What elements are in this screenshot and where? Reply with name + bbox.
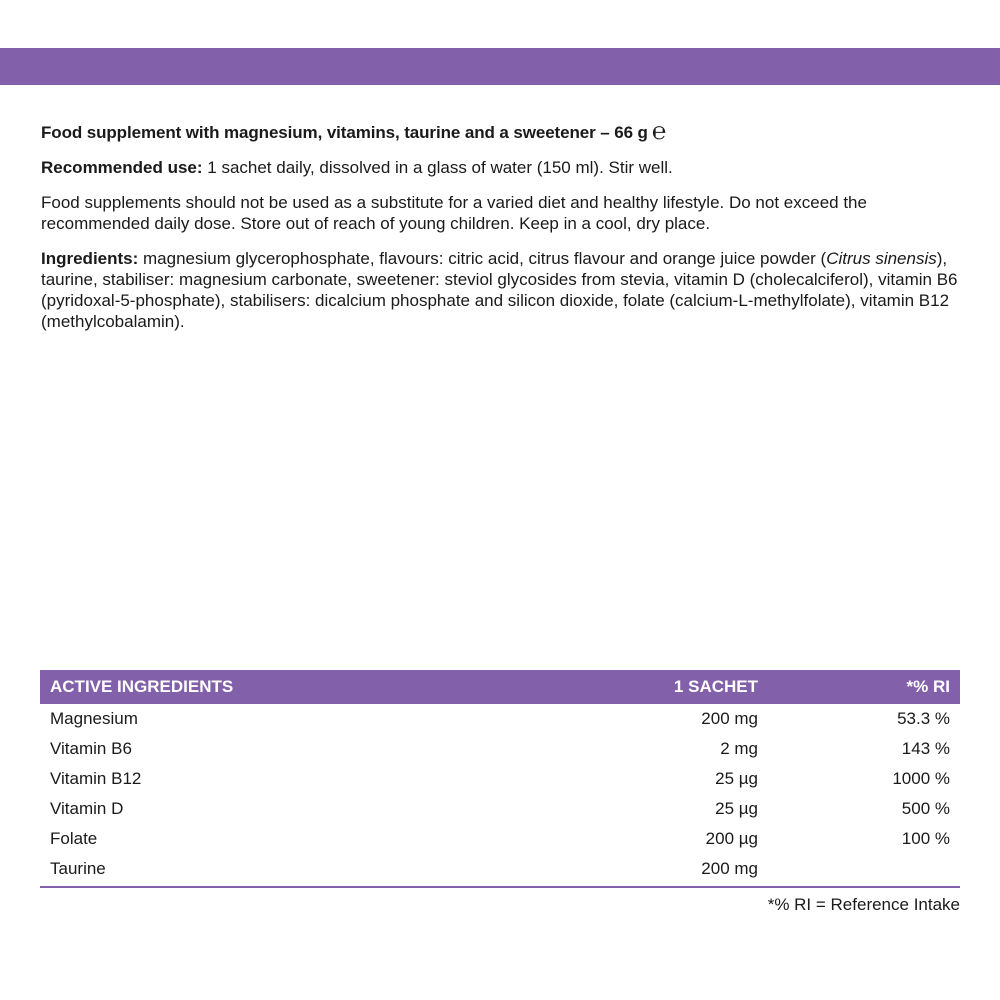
header-ri: *% RI xyxy=(906,677,950,696)
recommended-use-text: 1 sachet daily, dissolved in a glass of water (150 ml). Stir well. xyxy=(202,158,673,177)
ingredient-name: Vitamin B12 xyxy=(50,769,142,788)
product-title xyxy=(41,117,961,145)
recommended-use-label: Recommended use: xyxy=(41,158,203,177)
ingredient-amount: 25 µg xyxy=(715,769,758,788)
top-color-band xyxy=(0,48,1000,85)
ingredient-name: Vitamin D xyxy=(50,799,124,818)
ingredient-amount: 2 mg xyxy=(720,739,758,758)
recommended-use xyxy=(41,157,961,178)
ingredients-text-1: magnesium glycerophosphate, flavours: citric acid, citrus flavour and orange juice powder ( xyxy=(138,249,827,268)
ingredient-name: Taurine xyxy=(50,859,106,878)
table-row xyxy=(40,824,960,854)
table-row xyxy=(40,854,960,884)
ingredients-italic: Citrus sinensis xyxy=(826,249,937,268)
ingredient-amount: 200 mg xyxy=(701,709,758,728)
nutrition-table xyxy=(40,670,960,888)
table-header xyxy=(40,670,960,704)
ingredient-ri: 1000 % xyxy=(892,769,950,788)
warning-text: Food supplements should not be used as a substitute for a varied diet and healthy lifestyle. Do not exceed the recommended daily dose. Store out of reach of young children. Keep in a cool, dry place. xyxy=(41,193,867,233)
table-row xyxy=(40,704,960,734)
ingredients-label: Ingredients: xyxy=(41,249,139,268)
ingredient-amount: 25 µg xyxy=(715,799,758,818)
table-row xyxy=(40,734,960,764)
ingredient-amount: 200 µg xyxy=(705,829,758,848)
table-row xyxy=(40,794,960,824)
ingredient-ri: 500 % xyxy=(901,799,950,818)
ingredient-name: Folate xyxy=(50,829,98,848)
ingredients xyxy=(41,248,961,332)
table-row xyxy=(40,764,960,794)
ingredient-ri: 53.3 % xyxy=(897,709,950,728)
ingredient-name: Magnesium xyxy=(50,709,138,728)
ri-footnote: *% RI = Reference Intake xyxy=(767,895,960,914)
header-per-sachet: 1 SACHET xyxy=(673,677,758,696)
product-title-text: Food supplement with magnesium, vitamins, taurine and a sweetener – 66 g xyxy=(41,123,648,142)
ingredients-text-2: ), taurine, stabiliser: magnesium carbonate, sweetener: steviol glycosides from stevia, vitamin D (cholecalciferol), vitamin B6 (pyridoxal-5-phosphate), stabilisers: dicalcium phosphate and silicon dioxide, folate (calcium-L-methylfolate), vitamin B12 (methylcobalamin). xyxy=(41,249,958,331)
table-body xyxy=(40,704,960,888)
estimated-sign-icon: ℮ xyxy=(651,117,667,145)
ingredient-ri: 143 % xyxy=(901,739,950,758)
label-text xyxy=(41,117,961,346)
ingredient-name: Vitamin B6 xyxy=(50,739,132,758)
header-active-ingredients: ACTIVE INGREDIENTS xyxy=(50,677,234,696)
ingredient-amount: 200 mg xyxy=(701,859,758,878)
ingredient-ri: 100 % xyxy=(901,829,950,848)
